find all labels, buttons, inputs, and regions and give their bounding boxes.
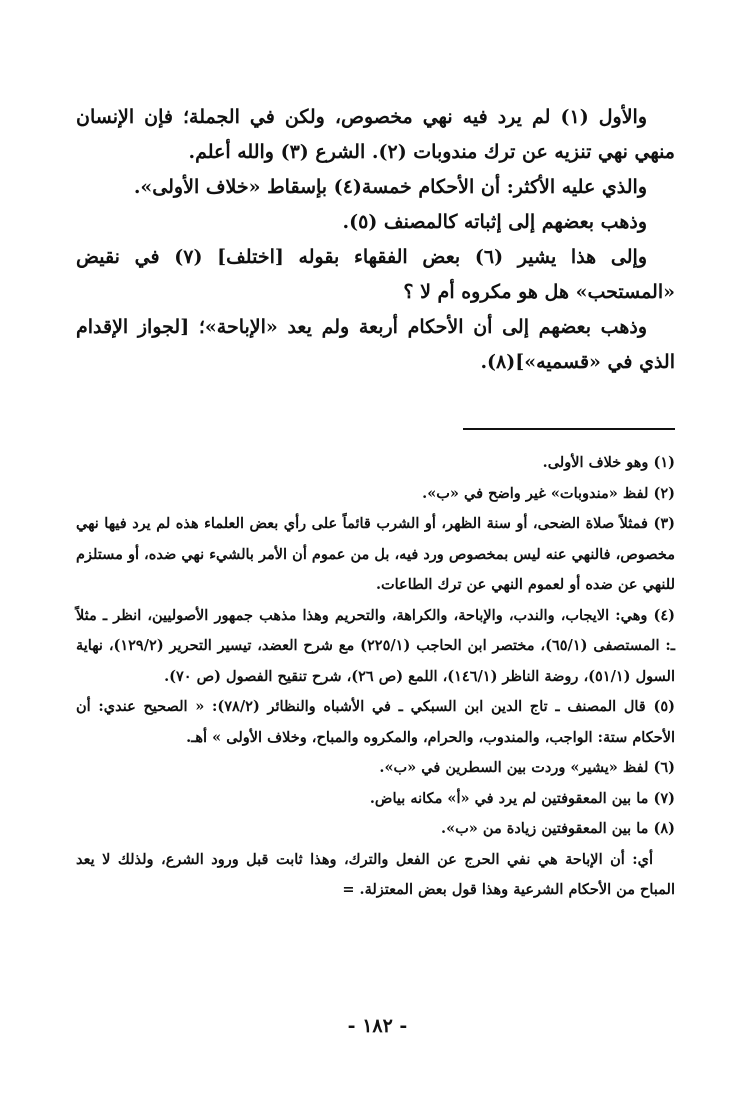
footnote-8: (٨) ما بين المعقوفتين زيادة من «ب».	[441, 820, 675, 837]
footnote-1: (١) وهو خلاف الأولى.	[542, 454, 675, 471]
footnote-6: (٦) لفظ «يشير» وردت بين السطرين في «ب».	[379, 759, 675, 776]
footnote-5: (٥) قال المصنف ـ تاج الدين ابن السبكي ـ في الأشباه والنظائر (٧٨/٢): « الصحيح عندي: أن الأحكام ستة: الواجب، والمندوب، والحرام، والمكروه والمباح، وخلاف الأولى » أهـ.	[76, 698, 675, 746]
page-number: - ١٨٢ -	[347, 1015, 408, 1037]
main-paragraph-5: وذهب بعضهم إلى أن الأحكام أربعة ولم يعد «الإباحة»؛ [لجواز الإقدام الذي في «قسميه»](٨).	[76, 316, 675, 373]
footnote-2: (٢) لفظ «مندوبات» غير واضح في «ب».	[422, 484, 675, 502]
main-paragraph-4: وإلى هذا يشير (٦) بعض الفقهاء بقوله [اختلف] (٧) في نقيض «المستحب» هل هو مكروه أم لا ؟	[76, 246, 675, 303]
footnote-3: (٣) فمثلاً صلاة الضحى، أو سنة الظهر، أو الشرب قائماً على رأي بعض العلماء هذه لم يرد فيها نهي مخصوص، فالنهي عنه ليس بمخصوص ورد فيه، بل من عموم أن الأمر بالشيء نهي ضده، أو مستلزم للنهي عن ضده أو لعموم النهي عن ترك الطاعات.	[76, 515, 675, 593]
footnote-4: (٤) وهي: الايجاب، والندب، والإباحة، والكراهة، والتحريم وهذا مذهب جمهور الأصوليين، انظر ـ مثلاً ـ: المستصفى (٦٥/١)، مختصر ابن الحاجب (٢٢٥/١) مع شرح العضد، تيسير التحرير (١٢٩/٢)، نهاية السول (٥١/١)، روضة الناظر (١٤٦/١)، اللمع (ص ٢٦)، شرح تنقيح الفصول (ص ٧٠).	[76, 606, 675, 685]
main-paragraph-3: وذهب بعضهم إلى إثباته كالمصنف (٥).	[342, 211, 647, 233]
main-paragraph-1: والأول (١) لم يرد فيه نهي مخصوص، ولكن في الجملة؛ فإن الإنسان منهي نهي تنزيه عن ترك مندوبات (٢). الشرع (٣) والله أعلم.	[76, 106, 675, 163]
main-paragraph-2: والذي عليه الأكثر: أن الأحكام خمسة(٤) بإسقاط «خلاف الأولى».	[133, 176, 647, 198]
footnote-continuation: أي: أن الإباحة هي نفي الحرج عن الفعل والترك، وهذا ثابت قبل ورود الشرع، ولذلك لا يعد المباح من الأحكام الشرعية وهذا قول بعض المعتزلة. =	[76, 850, 675, 898]
footnote-7: (٧) ما بين المعقوفتين لم يرد في «أ» مكانه بياض.	[369, 789, 675, 807]
footnote-separator	[463, 428, 675, 430]
footnotes	[76, 448, 675, 906]
main-text	[76, 100, 675, 380]
